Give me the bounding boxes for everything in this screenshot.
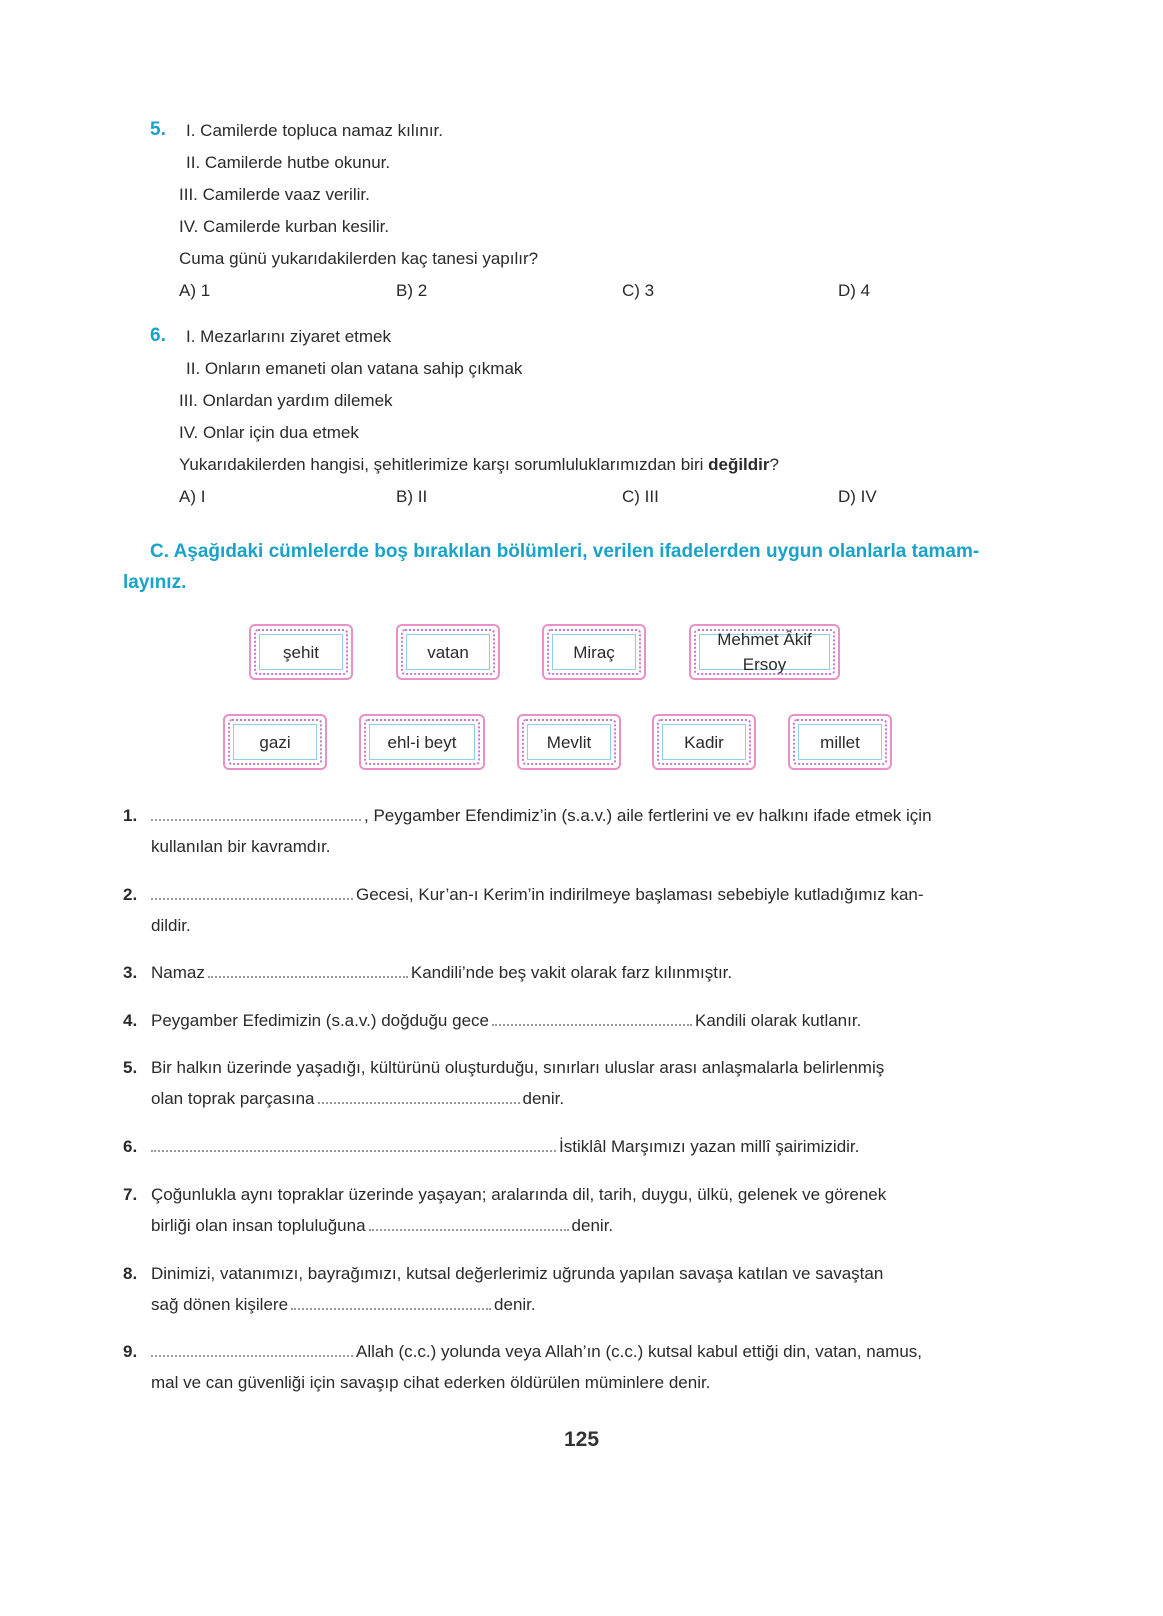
q6-option-a: A) I — [179, 487, 206, 506]
word-box-gazi: gazi — [223, 714, 327, 770]
sentence-8: 8. Dinimizi, vatanımızı, bayrağımızı, kutsal değerlerimiz uğrunda yapılan savaşa katılan ve savaştan sağ dönen kişilere denir. — [123, 1264, 884, 1314]
section-c-heading-line2: layınız. — [123, 572, 187, 593]
section-c-heading-line1: C. Aşağıdaki cümlelerde boş bırakılan bölümleri, verilen ifadelerden uygun olanlarla tamam- — [150, 541, 980, 562]
blank-1[interactable] — [151, 807, 361, 821]
blank-7[interactable] — [369, 1217, 569, 1231]
blank-9[interactable] — [151, 1343, 353, 1357]
q5-item-4: IV. Camilerde kurban kesilir. — [179, 217, 390, 236]
sentence-7: 7. Çoğunlukla aynı topraklar üzerinde yaşayan; aralarında dil, tarih, duygu, ülkü, gelenek ve görenek birliği olan insan topluluğuna denir. — [123, 1185, 887, 1235]
blank-8[interactable] — [291, 1296, 491, 1310]
sentence-1: 1. , Peygamber Efendimiz’in (s.a.v.) aile fertlerini ve ev halkını ifade etmek için kullanılan bir kavramdır. — [123, 806, 932, 856]
word-box-millet: millet — [788, 714, 892, 770]
q6-item-1: I. Mezarlarını ziyaret etmek — [186, 327, 392, 346]
sentence-9: 9. Allah (c.c.) yolunda veya Allah’ın (c.c.) kutsal kabul ettiği din, vatan, namus, mal ve can güvenliği için savaşıp cihat ederken öldürülen müminlere denir. — [123, 1342, 922, 1392]
q5-option-a: A) 1 — [179, 281, 211, 300]
word-box-ehl-i-beyt: ehl-i beyt — [359, 714, 485, 770]
sentence-5: 5. Bir halkın üzerinde yaşadığı, kültürünü oluşturduğu, sınırları uluslar arası anlaşmalarla belirlenmiş olan toprak parçasına denir. — [123, 1058, 885, 1108]
q5-option-b: B) 2 — [396, 281, 428, 300]
sentence-4: 4. Peygamber Efedimizin (s.a.v.) doğduğu gece Kandili olarak kutlanır. — [123, 1011, 862, 1030]
q5-item-1: I. Camilerde topluca namaz kılınır. — [186, 121, 444, 140]
q5-question: Cuma günü yukarıdakilerden kaç tanesi yapılır? — [179, 249, 539, 268]
word-box-mevlit: Mevlit — [517, 714, 621, 770]
blank-5[interactable] — [318, 1090, 520, 1104]
q6-item-3: III. Onlardan yardım dilemek — [179, 391, 393, 410]
blank-4[interactable] — [492, 1012, 692, 1026]
q6-option-b: B) II — [396, 487, 428, 506]
sentence-3: 3. Namaz Kandili’nde beş vakit olarak farz kılınmıştır. — [123, 963, 733, 982]
sentence-6: 6. İstiklâl Marşımızı yazan millî şairimizidir. — [123, 1137, 860, 1156]
sentence-2: 2. Gecesi, Kur’an-ı Kerim’in indirilmeye başlaması sebebiyle kutladığımız kan- dildir. — [123, 885, 924, 935]
word-box-mirac: Miraç — [542, 624, 646, 680]
word-box-vatan: vatan — [396, 624, 500, 680]
q5-option-d: D) 4 — [838, 281, 871, 300]
q6-option-d: D) IV — [838, 487, 877, 506]
word-box-mehmet-akif-ersoy: Mehmet Âkif Ersoy — [689, 624, 840, 680]
q6-question: Yukarıdakilerden hangisi, şehitlerimize karşı sorumluluklarımızdan biri değildir? — [179, 455, 779, 474]
q6-option-c: C) III — [622, 487, 659, 506]
blank-2[interactable] — [151, 886, 353, 900]
question-6-number: 6. — [150, 325, 166, 346]
word-box-kadir: Kadir — [652, 714, 756, 770]
page-number: 125 — [563, 1428, 600, 1451]
question-5-number: 5. — [150, 119, 166, 140]
q6-item-4: IV. Onlar için dua etmek — [179, 423, 359, 442]
word-box-sehit: şehit — [249, 624, 353, 680]
blank-6[interactable] — [151, 1138, 556, 1152]
blank-3[interactable] — [208, 964, 408, 978]
q6-item-2: II. Onların emaneti olan vatana sahip çıkmak — [186, 359, 523, 378]
q5-item-3: III. Camilerde vaaz verilir. — [179, 185, 370, 204]
q5-option-c: C) 3 — [622, 281, 655, 300]
q5-item-2: II. Camilerde hutbe okunur. — [186, 153, 391, 172]
